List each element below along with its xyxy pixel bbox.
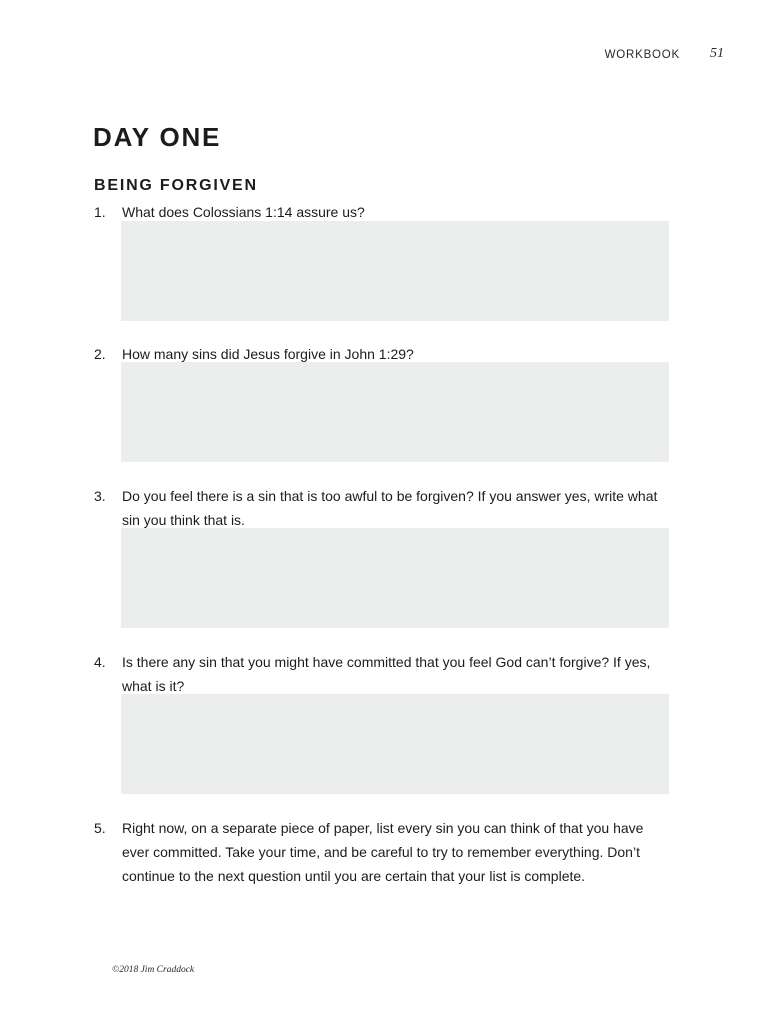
page-header-label: WORKBOOK [604,49,680,61]
answer-box-3[interactable] [121,528,669,628]
copyright-footer: ©2018 Jim Craddock [112,965,195,975]
question-text: Do you feel there is a sin that is too awful to be forgiven? If you answer yes, write what sin you think that is. [122,488,658,528]
question-number: 1. [94,204,106,220]
question-text: How many sins did Jesus forgive in John 1:29? [122,346,414,362]
answer-box-2[interactable] [121,362,669,462]
answer-box-1[interactable] [121,221,669,321]
question-number: 3. [94,488,106,504]
page-number: 51 [710,46,724,61]
question-text: Is there any sin that you might have committed that you feel God can’t forgive? If yes, what is it? [122,654,651,694]
section-title: BEING FORGIVEN [94,177,258,194]
question-number: 5. [94,820,106,836]
question-number: 2. [94,346,106,362]
question-text: What does Colossians 1:14 assure us? [122,204,365,220]
answer-box-4[interactable] [121,694,669,794]
question-text: Right now, on a separate piece of paper, list every sin you can think of that you have ever committed. Take your time, and be careful to try to remember everything. Don’t continue to the next question until you are certain that your list is complete. [122,820,644,884]
question-number: 4. [94,654,106,670]
day-title: DAY ONE [93,122,222,152]
